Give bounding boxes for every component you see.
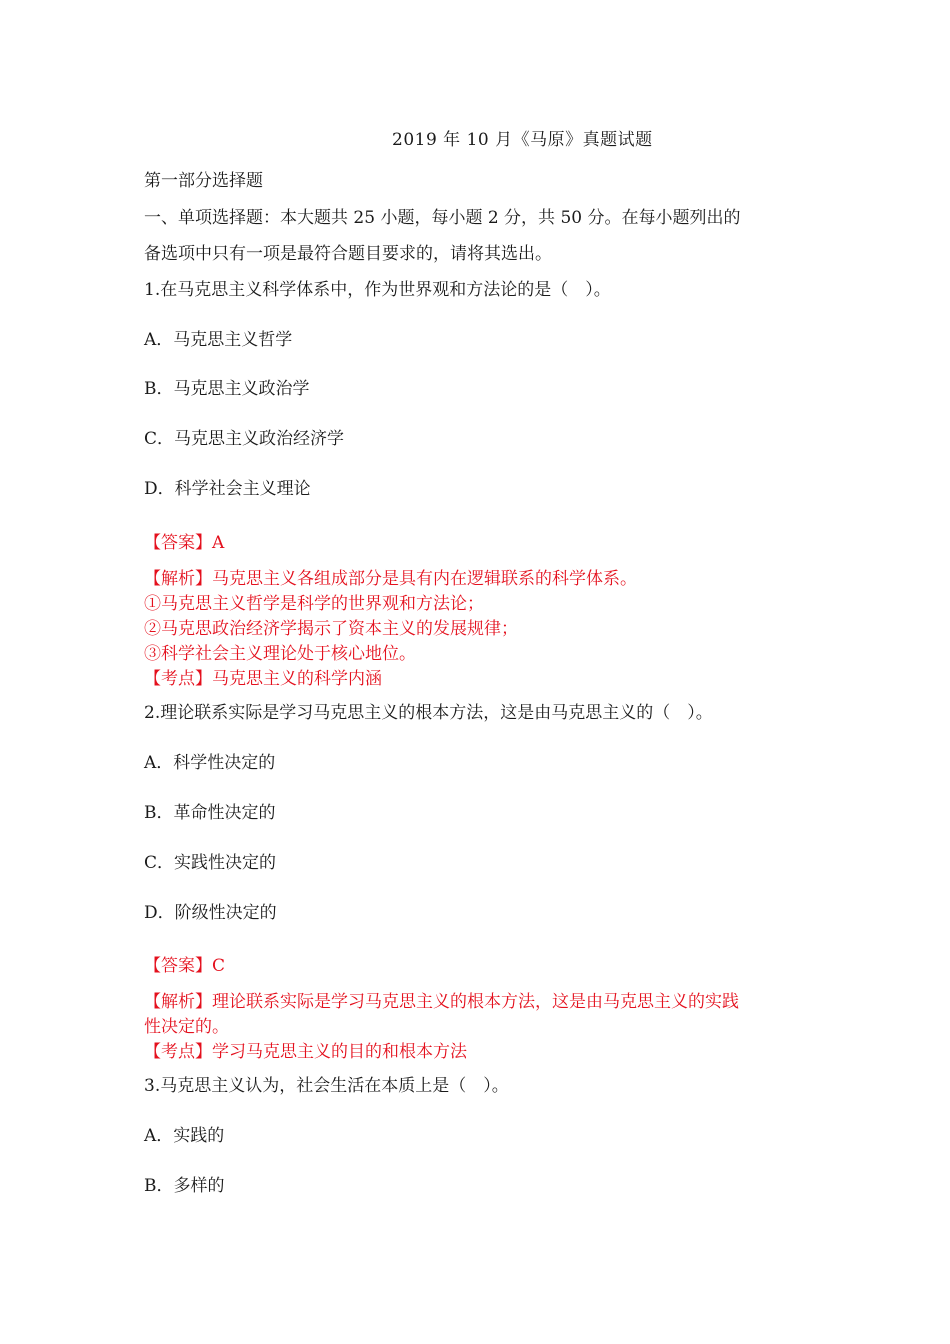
question-2-answer: 【答案】C (144, 956, 226, 976)
question-1-analysis: 【解析】马克思主义各组成部分是具有内在逻辑联系的科学体系。 (144, 569, 637, 589)
question-2-option-a: A．科学性决定的 (144, 753, 276, 773)
question-2-option-b: B．革命性决定的 (144, 803, 276, 823)
question-1-key-point: 【考点】马克思主义的科学内涵 (144, 669, 382, 689)
question-2-option-d: D．阶级性决定的 (144, 903, 277, 923)
question-2-key-point: 【考点】学习马克思主义的目的和根本方法 (144, 1042, 467, 1062)
question-1-option-d: D．科学社会主义理论 (144, 479, 311, 499)
question-2-option-c: C．实践性决定的 (144, 853, 277, 873)
question-1-option-c: C．马克思主义政治经济学 (144, 429, 345, 449)
page-title: 2019 年 10 月《马原》真题试题 (392, 130, 653, 150)
question-2-analysis: 【解析】理论联系实际是学习马克思主义的根本方法，这是由马克思主义的实践 (144, 992, 739, 1012)
question-1-stem: 1.在马克思主义科学体系中，作为世界观和方法论的是（ ）。 (144, 280, 611, 300)
part-heading: 第一部分选择题 (144, 171, 263, 191)
question-2-stem: 2.理论联系实际是学习马克思主义的根本方法，这是由马克思主义的（ ）。 (144, 703, 713, 723)
question-3-stem: 3.马克思主义认为，社会生活在本质上是（ ）。 (144, 1076, 509, 1096)
section-instructions-line2: 备选项中只有一项是最符合题目要求的，请将其选出。 (144, 244, 552, 264)
question-1-analysis-point-1: ①马克思主义哲学是科学的世界观和方法论； (144, 594, 484, 614)
section-instructions-line1: 一、单项选择题：本大题共 25 小题，每小题 2 分，共 50 分。在每小题列出的 (144, 208, 741, 228)
question-1-analysis-point-2: ②马克思政治经济学揭示了资本主义的发展规律； (144, 619, 518, 639)
question-1-analysis-point-3: ③科学社会主义理论处于核心地位。 (144, 644, 416, 664)
question-1-option-b: B．马克思主义政治学 (144, 379, 310, 399)
question-3-option-a: A．实践的 (144, 1126, 225, 1146)
question-1-option-a: A．马克思主义哲学 (144, 330, 293, 350)
question-3-option-b: B．多样的 (144, 1176, 225, 1196)
question-2-analysis-continued: 性决定的。 (144, 1017, 229, 1037)
question-1-answer: 【答案】A (144, 533, 225, 553)
